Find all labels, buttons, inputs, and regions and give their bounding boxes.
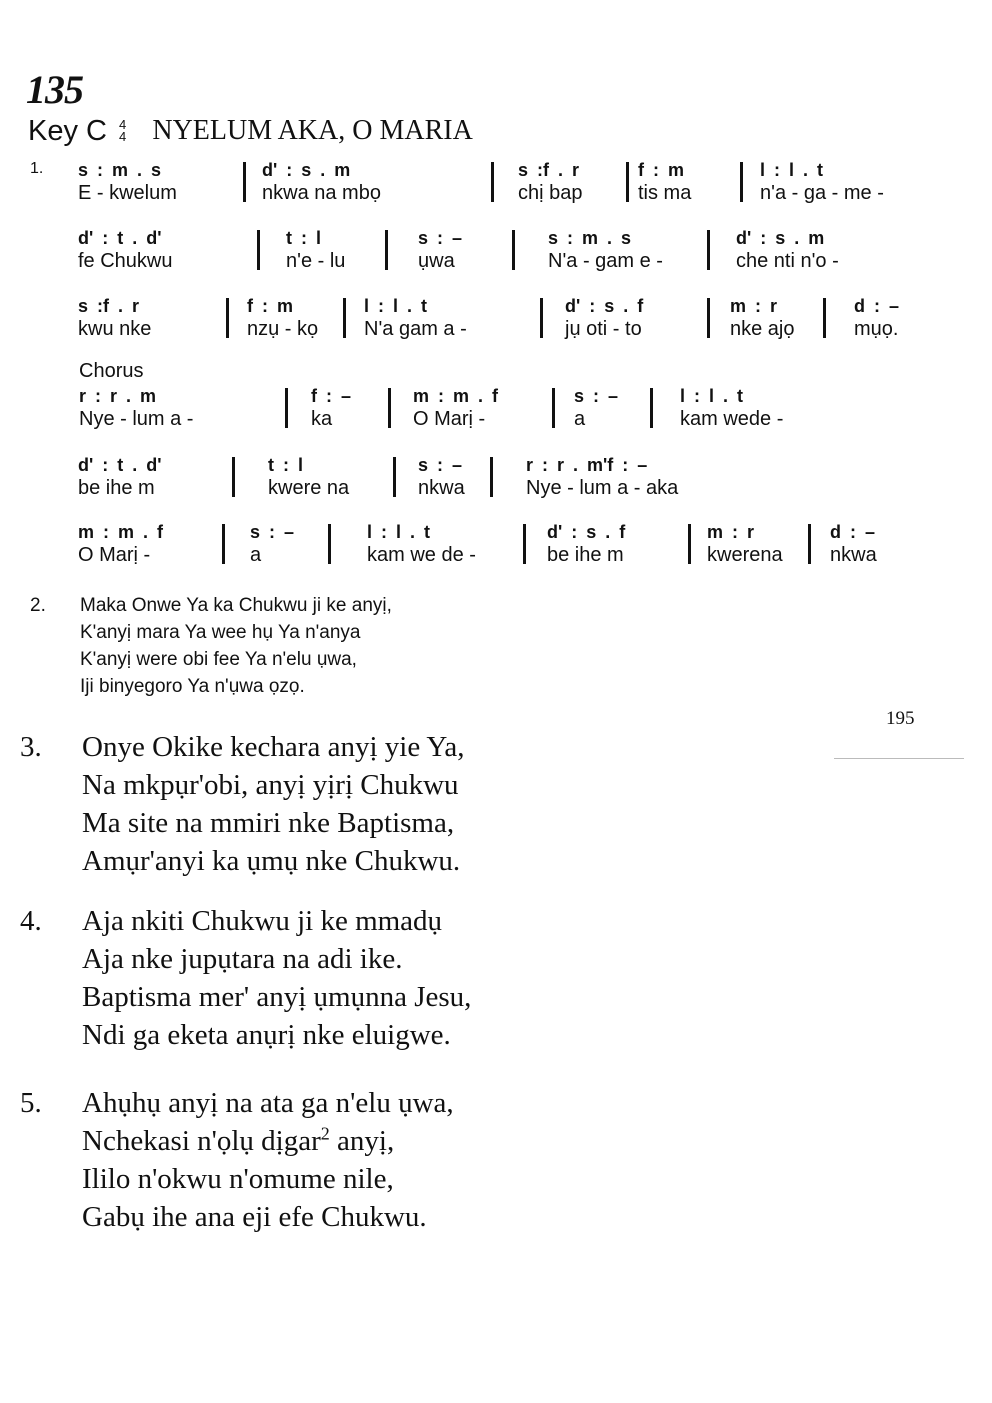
solfa-notes: s : – bbox=[418, 455, 463, 475]
hymn-title: NYELUM AKA, O MARIA bbox=[152, 115, 473, 147]
lyric-syllables: kam we de - bbox=[367, 544, 476, 566]
verse-3-lines bbox=[82, 728, 465, 880]
verse-5-line: Ahụhụ anyị na ata ga n'elu ụwa, bbox=[82, 1087, 454, 1119]
solfa-notes: r : r . m bbox=[79, 386, 157, 406]
lyric-syllables: ụwa bbox=[418, 250, 455, 272]
verse-5-lines bbox=[82, 1084, 454, 1236]
lyric-syllables: N'a - gam e - bbox=[548, 250, 663, 272]
bar-line bbox=[385, 230, 388, 270]
bar-line bbox=[222, 524, 225, 564]
lyric-syllables: nkwa bbox=[830, 544, 877, 566]
bar-line bbox=[523, 524, 526, 564]
solfa-notes: s : m . s bbox=[78, 160, 162, 180]
solfa-notes: d' : t . d' bbox=[78, 455, 162, 475]
lyric-syllables: ka bbox=[311, 408, 333, 430]
bar-line bbox=[285, 388, 288, 428]
solfa-notes: f : m bbox=[638, 160, 684, 180]
lyric-syllables: mụọ. bbox=[854, 318, 899, 340]
solfa-notes: l : l . t bbox=[760, 160, 823, 180]
verse-2-lines bbox=[80, 592, 392, 700]
lyric-syllables: nzụ - kọ bbox=[247, 318, 319, 340]
solfa-notes: s :f . r bbox=[518, 160, 580, 180]
hymn-number: 135 bbox=[26, 67, 83, 112]
lyric-syllables: Nye - lum a - bbox=[79, 408, 194, 430]
lyric-syllables: E - kwelum bbox=[78, 182, 177, 204]
solfa-notes: d : – bbox=[854, 296, 899, 316]
solfa-notes: s : – bbox=[574, 386, 619, 406]
lyric-syllables: tis ma bbox=[638, 182, 692, 204]
solfa-notes: f : – bbox=[311, 386, 351, 406]
bar-line bbox=[393, 457, 396, 497]
verse-3-number: 3. bbox=[20, 731, 42, 763]
lyric-syllables: N'a gam a - bbox=[364, 318, 467, 340]
solfa-notes: m : m . f bbox=[78, 522, 163, 542]
solfa-notes: f : m bbox=[247, 296, 293, 316]
lyric-syllables: jụ oti - to bbox=[565, 318, 642, 340]
verse-4-line: Ndi ga eketa anụrị nke eluigwe. bbox=[82, 1019, 451, 1051]
verse-2-line: Iji binyegoro Ya n'ụwa ọzọ. bbox=[80, 676, 305, 697]
solfa-notes: r : r . m'f : – bbox=[526, 455, 648, 475]
bar-line bbox=[740, 162, 743, 202]
verse-5-line: Ililo n'okwu n'omume nile, bbox=[82, 1163, 394, 1195]
verse-5-number: 5. bbox=[20, 1087, 42, 1119]
title-line bbox=[28, 114, 473, 148]
lyric-syllables: be ihe m bbox=[547, 544, 624, 566]
page-divider bbox=[834, 758, 964, 759]
lyric-syllables: nke ajọ bbox=[730, 318, 795, 340]
solfa-notes: d : – bbox=[830, 522, 875, 542]
lyric-syllables: O Marị - bbox=[413, 408, 486, 430]
verse-1-number: 1. bbox=[30, 160, 44, 177]
lyric-syllables: che nti n'o - bbox=[736, 250, 839, 272]
bar-line bbox=[707, 298, 710, 338]
bar-line bbox=[650, 388, 653, 428]
verse-3-line: Amụr'anyi ka ụmụ nke Chukwu. bbox=[82, 845, 461, 877]
verse-4-line: Baptisma mer' anyị ụmụnna Jesu, bbox=[82, 981, 472, 1013]
bar-line bbox=[243, 162, 246, 202]
solfa-notes: d' : s . f bbox=[547, 522, 626, 542]
bar-line bbox=[552, 388, 555, 428]
solfa-notes: t : l bbox=[286, 228, 321, 248]
verse-5-line: Gabụ ihe ana eji efe Chukwu. bbox=[82, 1201, 427, 1233]
verse-2-number: 2. bbox=[30, 595, 46, 616]
verse-5-line-with-footnote bbox=[82, 1122, 454, 1160]
solfa-notes: s :f . r bbox=[78, 296, 140, 316]
solfa-notes: m : r bbox=[707, 522, 755, 542]
bar-line bbox=[226, 298, 229, 338]
lyric-syllables: kam wede - bbox=[680, 408, 784, 430]
bar-line bbox=[808, 524, 811, 564]
bar-line bbox=[328, 524, 331, 564]
solfa-notes: d' : t . d' bbox=[78, 228, 162, 248]
bar-line bbox=[232, 457, 235, 497]
solfa-notes: s : m . s bbox=[548, 228, 632, 248]
verse-2-line: Maka Onwe Ya ka Chukwu ji ke anyị, bbox=[80, 595, 392, 616]
lyric-syllables: kwu nke bbox=[78, 318, 152, 340]
solfa-notes: s : – bbox=[250, 522, 295, 542]
lyric-syllables: nkwa bbox=[418, 477, 465, 499]
verse-2-line: K'anyị were obi fee Ya n'elu ụwa, bbox=[80, 649, 357, 670]
solfa-notes: l : l . t bbox=[367, 522, 430, 542]
verse-3-line: Na mkpụr'obi, anyị yịrị Chukwu bbox=[82, 769, 459, 801]
solfa-notes: d' : s . f bbox=[565, 296, 644, 316]
footnote-marker: 2 bbox=[320, 1123, 330, 1144]
page-number: 195 bbox=[886, 708, 915, 729]
bar-line bbox=[491, 162, 494, 202]
verse-4-lines bbox=[82, 902, 471, 1054]
lyric-syllables: kwere na bbox=[268, 477, 350, 499]
solfa-notes: m : r bbox=[730, 296, 778, 316]
solfa-notes: d' : s . m bbox=[262, 160, 351, 180]
time-signature-top: 4 bbox=[119, 117, 127, 133]
bar-line bbox=[823, 298, 826, 338]
chorus-label: Chorus bbox=[79, 360, 144, 382]
lyric-syllables: a bbox=[574, 408, 586, 430]
verse-3-line: Ma site na mmiri nke Baptisma, bbox=[82, 807, 455, 839]
solfa-notes: d' : s . m bbox=[736, 228, 825, 248]
time-signature bbox=[119, 119, 126, 143]
solfa-notes: l : l . t bbox=[364, 296, 427, 316]
bar-line bbox=[490, 457, 493, 497]
bar-line bbox=[343, 298, 346, 338]
lyric-syllables: be ihe m bbox=[78, 477, 155, 499]
lyric-syllables: kwerena bbox=[707, 544, 783, 566]
lyric-syllables: n'e - lu bbox=[286, 250, 346, 272]
lyric-syllables: nkwa na mbọ bbox=[262, 182, 381, 204]
bar-line bbox=[512, 230, 515, 270]
lyric-syllables: a bbox=[250, 544, 262, 566]
bar-line bbox=[388, 388, 391, 428]
solfa-notes: t : l bbox=[268, 455, 303, 475]
time-signature-bottom: 4 bbox=[119, 129, 127, 145]
solfa-notes: s : – bbox=[418, 228, 463, 248]
verse-4-line: Aja nkiti Chukwu ji ke mmadụ bbox=[82, 905, 443, 937]
lyric-syllables: Nye - lum a - aka bbox=[526, 477, 679, 499]
lyric-syllables: n'a - ga - me - bbox=[760, 182, 884, 204]
solfa-notes: l : l . t bbox=[680, 386, 743, 406]
verse-4-line: Aja nke jupụtara na adi ike. bbox=[82, 943, 403, 975]
bar-line bbox=[540, 298, 543, 338]
lyric-syllables: chị bap bbox=[518, 182, 583, 204]
verse-5-line-tail: anyị, bbox=[329, 1125, 395, 1157]
verse-2-line: K'anyị mara Ya wee hụ Ya n'anya bbox=[80, 622, 361, 643]
bar-line bbox=[626, 162, 629, 202]
bar-line bbox=[688, 524, 691, 564]
verse-4-number: 4. bbox=[20, 905, 42, 937]
bar-line bbox=[707, 230, 710, 270]
solfa-notes: m : m . f bbox=[413, 386, 498, 406]
key-label: Key C bbox=[28, 114, 107, 147]
bar-line bbox=[257, 230, 260, 270]
verse-5-line-text: Nchekasi n'ọlụ dịgar bbox=[82, 1125, 321, 1157]
verse-3-line: Onye Okike kechara anyị yie Ya, bbox=[82, 731, 465, 763]
lyric-syllables: O Marị - bbox=[78, 544, 151, 566]
lyric-syllables: fe Chukwu bbox=[78, 250, 173, 272]
